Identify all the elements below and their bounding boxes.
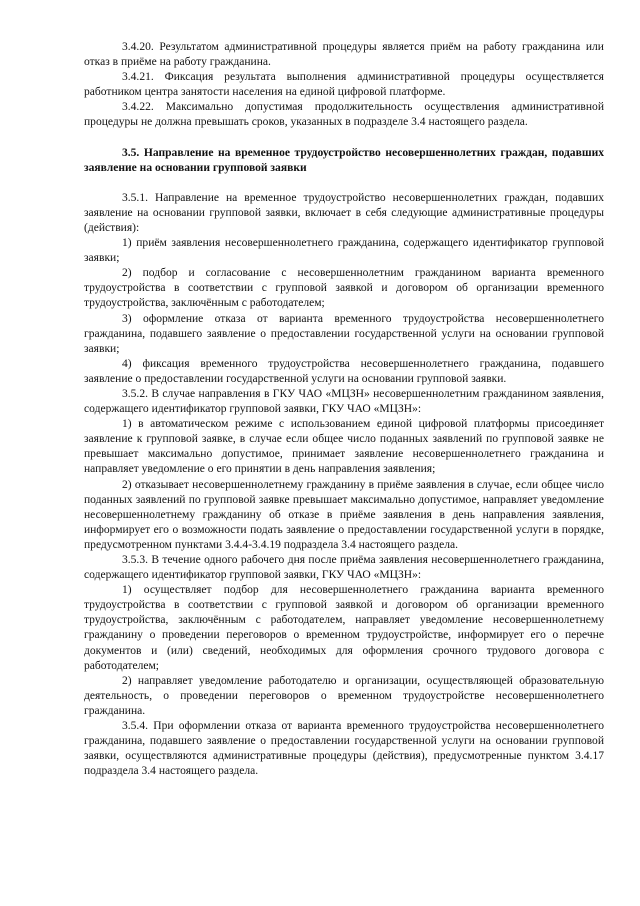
paragraph-3-5-3: 3.5.3. В течение одного рабочего дня после приёма заявления несовершеннолетнего гражданина, содержащего идентификатор групповой заявки, ГКУ ЧАО «МЦЗН»: — [84, 554, 604, 582]
list-item: 2) подбор и согласование с несовершеннолетним гражданином варианта временного трудоустройства в соответствии с групповой заявкой и договором об организации временного трудоустройства, заключённым с работодателем; — [84, 267, 604, 310]
list-item: 2) отказывает несовершеннолетнему гражданину в приёме заявления в случае, если общее число поданных заявлений по групповой заявке превышает максимально допустимое, направляет уведомление несовершеннолетнему гражданину об отказе в приёме заявления в день направления заявления, информирует его о возможности подать заявление о предоставлении государственной услуги в порядке, предусмотренном пунктами 3.4.4-3.4.19 подраздела 3.4 настоящего раздела. — [84, 478, 604, 551]
paragraph-3-5-4: 3.5.4. При оформлении отказа от варианта временного трудоустройства несовершеннолетнего гражданина, подавшего заявление о предоставлении государственной услуги на основании групповой заявки, осуществляются административные процедуры (действия), предусмотренные пунктом 3.4.17 подраздела 3.4 настоящего раздела. — [84, 720, 604, 778]
document-page — [84, 40, 604, 779]
paragraph-3-4-22: 3.4.22. Максимально допустимая продолжительность осуществления административной процедуры не должна превышать сроков, указанных в подразделе 3.4 настоящего раздела. — [84, 101, 604, 129]
paragraph-3-5-1: 3.5.1. Направление на временное трудоустройство несовершеннолетних граждан, подавших заявление на основании групповой заявки, включает в себя следующие административные процедуры (действия): — [84, 191, 604, 234]
list-item: 4) фиксация временного трудоустройства несовершеннолетнего гражданина, подавшего заявление о предоставлении государственной услуги на основании групповой заявки. — [84, 357, 604, 385]
section-heading: 3.5. Направление на временное трудоустройство несовершеннолетних граждан, подавших заявление на основании групповой заявки — [84, 146, 604, 174]
spacer — [84, 131, 604, 146]
list-item: 1) приём заявления несовершеннолетнего гражданина, содержащего идентификатор групповой заявки; — [84, 237, 604, 265]
paragraph-3-4-20: 3.4.20. Результатом административной процедуры является приём на работу гражданина или отказ в приёме на работу гражданина. — [84, 41, 604, 69]
list-item: 2) направляет уведомление работодателю и организации, осуществляющей образовательную деятельность, о проведении переговоров о временном трудоустройстве несовершеннолетнего гражданина. — [84, 674, 604, 717]
spacer — [84, 176, 604, 191]
paragraph-3-5-2: 3.5.2. В случае направления в ГКУ ЧАО «МЦЗН» несовершеннолетним гражданином заявления, содержащего идентификатор групповой заявки, ГКУ ЧАО «МЦЗН»: — [84, 387, 604, 416]
list-item: 3) оформление отказа от варианта временного трудоустройства несовершеннолетнего гражданина, подавшего заявление о предоставлении государственной услуги на основании групповой заявки; — [84, 312, 604, 355]
paragraph-3-4-21: 3.4.21. Фиксация результата выполнения административной процедуры осуществляется работником центра занятости населения на единой цифровой платформе. — [84, 71, 604, 99]
list-item: 1) в автоматическом режиме с использованием единой цифровой платформы присоединяет заявление к групповой заявке, в случае если общее число поданных заявлений по групповой заявке не превышает максимально допустимое, принимает заявление несовершеннолетнего гражданина и направляет уведомление о его принятии в день направления заявления; — [84, 418, 604, 476]
list-item: 1) осуществляет подбор для несовершеннолетнего гражданина варианта временного трудоустройства в соответствии с групповой заявкой и договором об организации временного трудоустройства, заключённым с работодателем, направляет уведомление несовершеннолетнему гражданину о проведении переговоров о временном трудоустройстве, информирует его о перечне документов и (или) сведений, необходимых для оформления срочного трудового договора с работодателем; — [84, 584, 604, 672]
